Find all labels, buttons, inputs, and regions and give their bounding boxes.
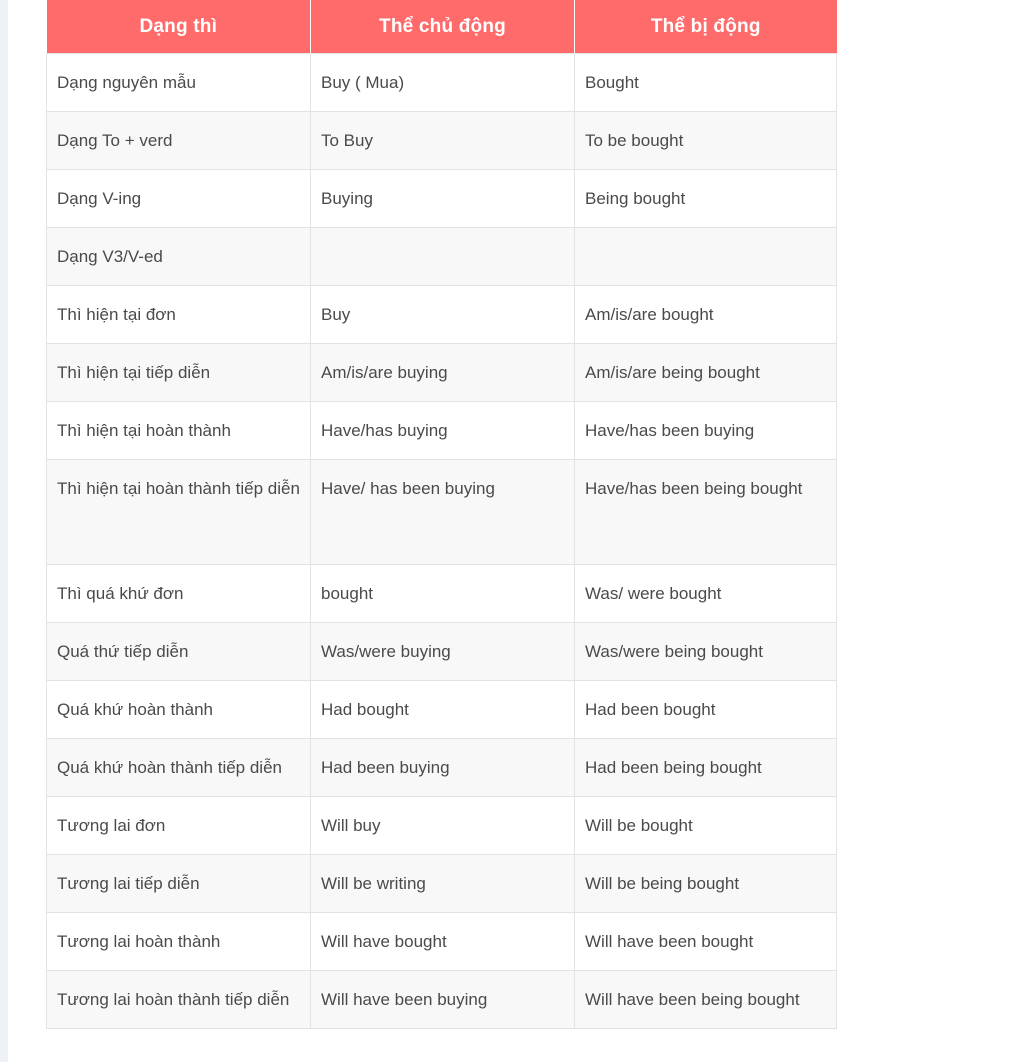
tense-cell: Dạng V-ing [47,170,311,228]
table-row [47,797,837,855]
passive-cell: Have/has been being bought [575,460,837,565]
table-row [47,681,837,739]
active-cell: Buying [311,170,575,228]
active-cell: Have/has buying [311,402,575,460]
header-tense-form: Dạng thì [47,0,311,54]
passive-cell: Will be being bought [575,855,837,913]
active-cell: To Buy [311,112,575,170]
tense-cell: Thì hiện tại hoàn thành [47,402,311,460]
tense-cell: Tương lai hoàn thành [47,913,311,971]
active-cell: Have/ has been buying [311,460,575,565]
passive-cell: Am/is/are bought [575,286,837,344]
passive-cell: To be bought [575,112,837,170]
page-left-margin [0,0,8,1062]
header-row [47,0,837,54]
active-cell: Will have bought [311,913,575,971]
tense-cell: Quá khứ hoàn thành [47,681,311,739]
passive-cell: Will be bought [575,797,837,855]
active-cell: Had been buying [311,739,575,797]
table-row [47,344,837,402]
table-row [47,739,837,797]
table-row [47,623,837,681]
passive-cell [575,228,837,286]
active-cell: Will be writing [311,855,575,913]
active-cell: bought [311,565,575,623]
table-row [47,286,837,344]
active-cell: Buy ( Mua) [311,54,575,112]
passive-cell: Was/ were bought [575,565,837,623]
passive-cell: Had been being bought [575,739,837,797]
header-active-voice: Thể chủ động [311,0,575,54]
verb-tense-table [46,0,837,1029]
tense-cell: Dạng V3/V-ed [47,228,311,286]
tense-cell: Dạng nguyên mẫu [47,54,311,112]
active-cell: Had bought [311,681,575,739]
tense-cell: Dạng To + verd [47,112,311,170]
passive-cell: Bought [575,54,837,112]
passive-cell: Will have been bought [575,913,837,971]
passive-cell: Had been bought [575,681,837,739]
passive-cell: Am/is/are being bought [575,344,837,402]
table-row [47,971,837,1029]
tense-cell: Thì hiện tại hoàn thành tiếp diễn [47,460,311,565]
active-cell: Am/is/are buying [311,344,575,402]
table-row [47,228,837,286]
active-cell: Was/were buying [311,623,575,681]
active-cell: Will buy [311,797,575,855]
table-row [47,565,837,623]
tense-cell: Thì quá khứ đơn [47,565,311,623]
table-row [47,112,837,170]
header-passive-voice: Thể bị động [575,0,837,54]
table-header [47,0,837,54]
tense-cell: Quá thứ tiếp diễn [47,623,311,681]
passive-cell: Was/were being bought [575,623,837,681]
table-row [47,54,837,112]
passive-cell: Have/has been buying [575,402,837,460]
tense-cell: Tương lai tiếp diễn [47,855,311,913]
table-row [47,170,837,228]
table-body [47,54,837,1029]
tense-cell: Thì hiện tại đơn [47,286,311,344]
table-row [47,913,837,971]
active-cell: Will have been buying [311,971,575,1029]
tense-cell: Quá khứ hoàn thành tiếp diễn [47,739,311,797]
tense-cell: Tương lai đơn [47,797,311,855]
active-cell [311,228,575,286]
tense-cell: Thì hiện tại tiếp diễn [47,344,311,402]
table-row [47,460,837,565]
passive-cell: Will have been being bought [575,971,837,1029]
tense-cell: Tương lai hoàn thành tiếp diễn [47,971,311,1029]
table-row [47,855,837,913]
passive-cell: Being bought [575,170,837,228]
table-row [47,402,837,460]
active-cell: Buy [311,286,575,344]
